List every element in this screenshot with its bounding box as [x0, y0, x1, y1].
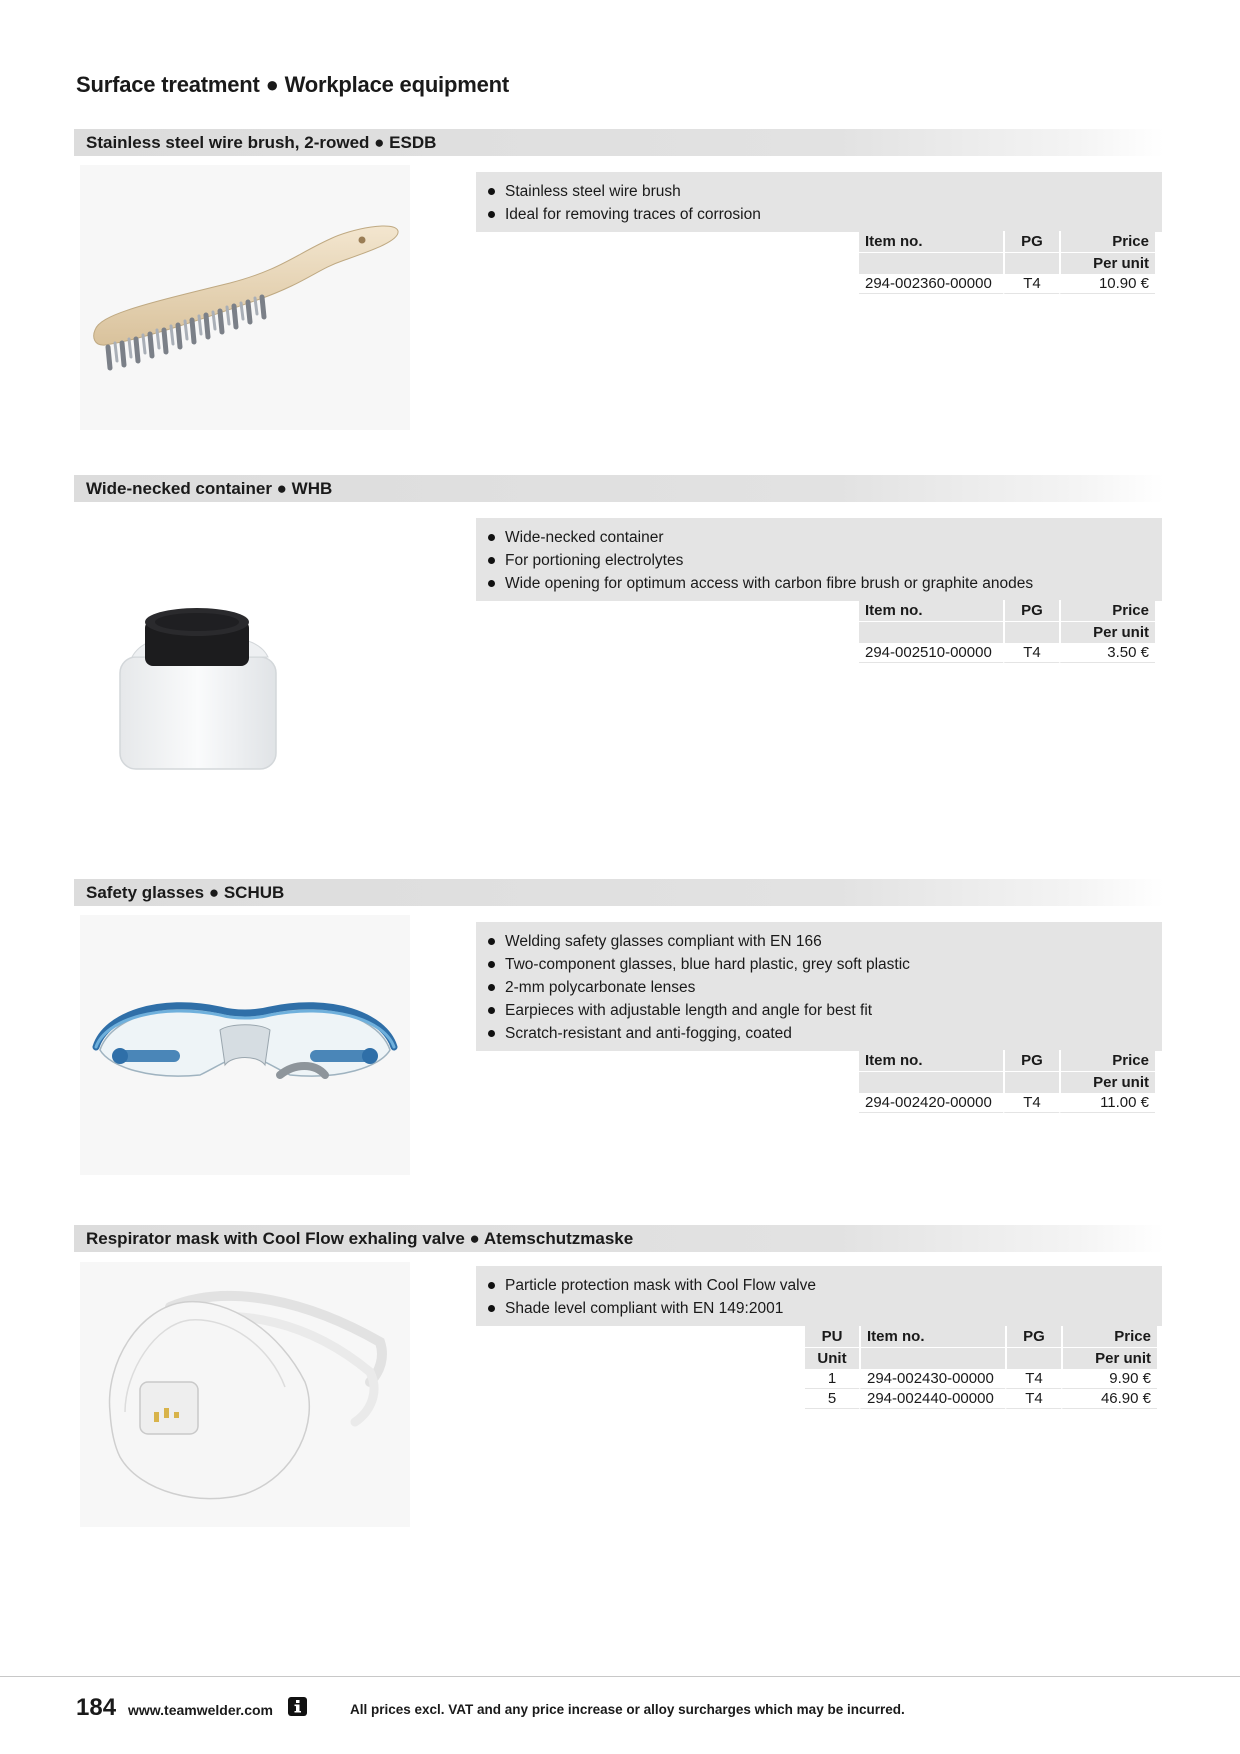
item-number: 294-002360-00000 [859, 274, 1003, 294]
price: 11.00 € [1059, 1093, 1155, 1113]
item-number: 294-002510-00000 [859, 643, 1003, 663]
header-pg: PG [1003, 600, 1059, 622]
feature-item: Stainless steel wire brush [476, 180, 1162, 203]
header-per-unit: Per unit [1059, 1072, 1155, 1093]
table-row [859, 643, 1155, 663]
section-heading-container [74, 475, 1164, 502]
item-number: 294-002430-00000 [859, 1369, 1005, 1389]
footer-url[interactable]: www.teamwelder.com [128, 1702, 273, 1718]
price: 46.90 € [1061, 1389, 1157, 1409]
item-number: 294-002440-00000 [859, 1389, 1005, 1409]
product-image-container [80, 520, 410, 790]
header-item-no: Item no. [859, 231, 1003, 253]
packing-unit: 5 [805, 1389, 859, 1409]
header-per-unit: Per unit [1059, 622, 1155, 643]
header-per-unit: Per unit [1061, 1348, 1157, 1369]
price-table-respirator-mask [805, 1326, 1157, 1409]
page-title: Surface treatment ● Workplace equipment [76, 72, 509, 97]
section-heading-safety-glasses [74, 879, 1164, 906]
feature-item: For portioning electrolytes [476, 549, 1162, 572]
section-heading-label: Stainless steel wire brush, 2-rowed ● ESDB [86, 133, 437, 152]
section-heading-label: Respirator mask with Cool Flow exhaling valve ● Atemschutzmaske [86, 1229, 634, 1248]
header-item-no: Item no. [859, 600, 1003, 622]
header-price: Price [1059, 1050, 1155, 1072]
product-image-respirator-mask [80, 1262, 410, 1527]
feature-item: Shade level compliant with EN 149:2001 [476, 1297, 1162, 1320]
price-table-wire-brush [859, 231, 1155, 294]
section-heading-label: Safety glasses ● SCHUB [86, 883, 285, 902]
feature-item: Scratch-resistant and anti-fogging, coated [476, 1022, 1162, 1045]
packing-unit: 1 [805, 1369, 859, 1389]
feature-list-respirator-mask [476, 1266, 1162, 1326]
info-icon [288, 1697, 307, 1716]
item-number: 294-002420-00000 [859, 1093, 1003, 1113]
header-price: Price [1059, 231, 1155, 253]
header-pg: PG [1005, 1326, 1061, 1348]
product-image-safety-glasses [80, 915, 410, 1175]
footer-divider [0, 1676, 1240, 1677]
price-table-safety-glasses [859, 1050, 1155, 1113]
header-pg: PG [1003, 1050, 1059, 1072]
feature-item: Wide opening for optimum access with carbon fibre brush or graphite anodes [476, 572, 1162, 595]
price-group: T4 [1003, 643, 1059, 663]
feature-list-safety-glasses [476, 922, 1162, 1051]
header-item-no: Item no. [859, 1326, 1005, 1348]
section-heading-respirator-mask [74, 1225, 1164, 1252]
feature-item: Wide-necked container [476, 526, 1162, 549]
feature-item: Welding safety glasses compliant with EN 166 [476, 930, 1162, 953]
feature-item: Earpieces with adjustable length and angle for best fit [476, 999, 1162, 1022]
feature-item: Two-component glasses, blue hard plastic, grey soft plastic [476, 953, 1162, 976]
feature-list-wire-brush [476, 172, 1162, 232]
safety-glasses-icon [80, 915, 410, 1175]
price: 9.90 € [1061, 1369, 1157, 1389]
header-item-no: Item no. [859, 1050, 1003, 1072]
table-row [805, 1389, 1157, 1409]
header-unit: Unit [805, 1348, 859, 1369]
respirator-mask-icon [80, 1262, 410, 1527]
header-pu: PU [805, 1326, 859, 1348]
price: 3.50 € [1059, 643, 1155, 663]
header-per-unit: Per unit [1059, 253, 1155, 274]
header-price: Price [1061, 1326, 1157, 1348]
page-number: 184 [76, 1694, 117, 1721]
section-heading-wire-brush [74, 129, 1164, 156]
price-table-container [859, 600, 1155, 663]
table-row [859, 1093, 1155, 1113]
price-group: T4 [1003, 1093, 1059, 1113]
feature-item: 2-mm polycarbonate lenses [476, 976, 1162, 999]
wire-brush-icon [80, 165, 410, 430]
table-row [859, 274, 1155, 294]
price-group: T4 [1003, 274, 1059, 294]
price-group: T4 [1005, 1369, 1061, 1389]
section-heading-label: Wide-necked container ● WHB [86, 479, 333, 498]
container-icon [80, 520, 410, 790]
footer-price-note: All prices excl. VAT and any price increase or alloy surcharges which may be incurred. [350, 1702, 905, 1717]
header-price: Price [1059, 600, 1155, 622]
table-row [805, 1369, 1157, 1389]
feature-item: Ideal for removing traces of corrosion [476, 203, 1162, 226]
price: 10.90 € [1059, 274, 1155, 294]
header-pg: PG [1003, 231, 1059, 253]
price-group: T4 [1005, 1389, 1061, 1409]
feature-item: Particle protection mask with Cool Flow valve [476, 1274, 1162, 1297]
feature-list-container [476, 518, 1162, 601]
product-image-wire-brush [80, 165, 410, 430]
